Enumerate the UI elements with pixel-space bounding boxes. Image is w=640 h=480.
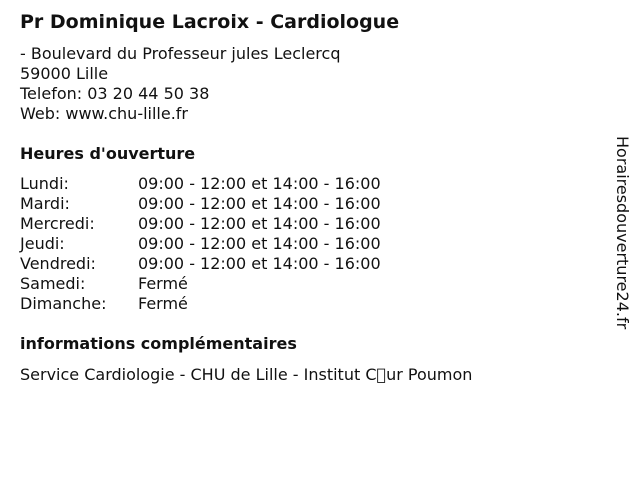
page-title: Pr Dominique Lacroix - Cardiologue: [20, 11, 400, 33]
time-value: 09:00 - 12:00 et 14:00 - 16:00: [138, 254, 381, 273]
hours-row-saturday: [20, 274, 381, 294]
city: 59000 Lille: [20, 64, 109, 83]
day-label: Mardi:: [20, 194, 70, 213]
additional-info-text: Service Cardiologie - CHU de Lille - Institut C ur Poumon: [20, 365, 473, 384]
phone-number: Telefon: 03 20 44 50 38: [20, 84, 210, 103]
hours-row-thursday: [20, 234, 381, 254]
day-label: Dimanche:: [20, 294, 107, 313]
day-label: Mercredi:: [20, 214, 95, 233]
time-value: 09:00 - 12:00 et 14:00 - 16:00: [138, 194, 381, 213]
day-label: Jeudi:: [20, 234, 65, 253]
hours-row-wednesday: [20, 214, 381, 234]
additional-info-heading: informations complémentaires: [20, 334, 297, 353]
time-value: 09:00 - 12:00 et 14:00 - 16:00: [138, 214, 381, 233]
street-address: - Boulevard du Professeur jules Leclercq: [20, 44, 341, 63]
address-block: [20, 44, 340, 124]
time-value: 09:00 - 12:00 et 14:00 - 16:00: [138, 234, 381, 253]
day-label: Samedi:: [20, 274, 86, 293]
site-watermark: Horairesdouverture24.fr: [613, 136, 632, 330]
hours-row-sunday: [20, 294, 381, 314]
time-value: Fermé: [138, 294, 188, 313]
day-label: Vendredi:: [20, 254, 96, 273]
time-value: Fermé: [138, 274, 188, 293]
hours-row-friday: [20, 254, 381, 274]
day-label: Lundi:: [20, 174, 69, 193]
hours-row-tuesday: [20, 194, 381, 214]
opening-hours-table: [20, 174, 381, 314]
website: Web: www.chu-lille.fr: [20, 104, 189, 123]
opening-hours-heading: Heures d'ouverture: [20, 144, 196, 163]
time-value: 09:00 - 12:00 et 14:00 - 16:00: [138, 174, 381, 193]
hours-row-monday: [20, 174, 381, 194]
